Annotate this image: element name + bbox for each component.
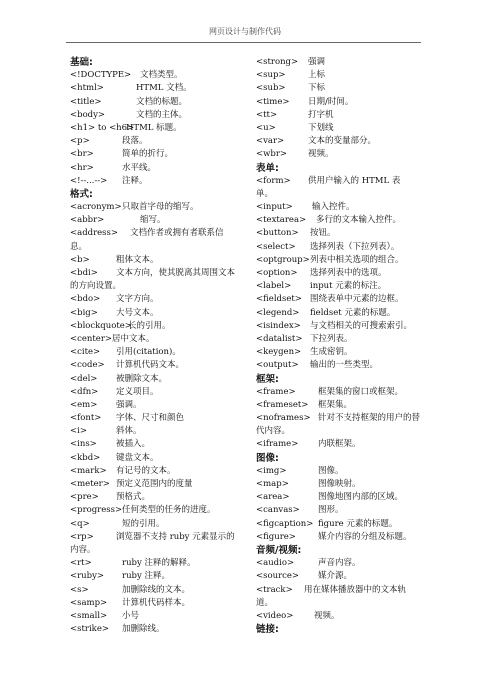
tag-description: 粗体文本。 [116,254,159,265]
tag-entry [256,412,436,425]
tag-entry [256,491,436,504]
tag-description: 内联框架。 [318,439,361,450]
tag-name: <mark> [70,465,107,476]
tag-name: <big> [70,307,98,318]
tag-name: <form> [256,175,291,186]
tag-entry [70,162,270,175]
tag-name: <label> [256,281,292,292]
tag-name: <p> [70,136,90,147]
section-heading: 格式: [70,188,93,200]
tag-name: <map> [256,479,289,489]
tag-entry [256,399,436,412]
tag-entry [256,333,436,346]
tag-name: <ruby> [70,571,105,582]
tag-entry [256,307,436,320]
tag-entry [256,359,436,372]
tag-description: 框架集。 [318,399,353,410]
tag-description: 列表中相关选项的组合。 [310,254,404,265]
tag-description: 围绕表单中元素的边框。 [310,294,404,305]
tag-description: 输入控件。 [312,202,355,213]
tag-name: <frame> [256,386,296,397]
tag-description: 键盘文本。 [116,452,159,463]
header-divider [66,42,421,43]
tag-entry [70,82,270,95]
tag-description: 段落。 [122,136,148,147]
tag-name: <area> [256,492,290,503]
tag-name: <sup> [256,70,286,81]
tag-description: 预定义范围内的度量 [116,479,193,489]
tag-entry [256,584,436,597]
tag-description: 供用户输入的 HTML 表 [308,175,401,186]
tag-description: 视频。 [314,610,340,621]
tag-name: <progress> [70,505,123,516]
tag-entry [256,280,436,293]
tag-entry [256,109,436,122]
tag-name: <font> [70,413,102,424]
tag-entry [256,267,436,280]
tag-entry [70,412,270,425]
tag-description: 缩写。 [140,215,166,226]
tag-name: <source> [256,571,300,582]
tag-description: 引用(citation)。 [116,347,181,358]
tag-entry [70,597,270,610]
tag-entry [256,214,436,227]
tag-name: <select> [256,241,296,252]
tag-description: 水平线。 [122,162,157,173]
tag-name: <isindex> [256,320,301,331]
tag-entry [70,504,270,517]
tag-description: HTML 标题。 [126,122,182,133]
tag-entry [70,148,270,161]
tag-entry [256,570,436,583]
tag-entry [256,96,436,109]
tag-description: 媒介内容的分组及标题。 [318,531,412,542]
tag-entry [256,227,436,240]
tag-entry [70,359,270,372]
tag-name: <textarea> [256,215,307,226]
tag-entry [70,201,270,214]
tag-description: HTML 文档。 [136,83,192,94]
tag-entry [70,438,270,451]
tag-entry [70,373,270,386]
tag-description: 框架集的窗口或框架。 [318,386,404,397]
tag-entry [70,175,270,188]
description-continuation: 内容。 [70,544,96,555]
tag-description: 字体、尺寸和颜色 [116,413,185,424]
tag-description: 图像。 [318,465,344,476]
tag-entry [256,504,436,517]
tag-name: <optgroup> [256,254,310,265]
tag-entry [70,386,270,399]
tag-name: <track> [256,584,293,595]
tag-name: <rp> [70,531,94,542]
tag-description: 选择列表中的选项。 [310,268,387,278]
tag-entry [256,175,436,188]
tag-entry [70,399,270,412]
tag-description: 被删除文本。 [116,373,168,384]
tag-name: <samp> [70,597,108,608]
tag-name: <iframe> [256,439,299,450]
tag-entry [70,518,270,531]
description-continuation: 的方向设置。 [70,281,122,292]
tag-entry [70,610,270,623]
tag-entry [70,491,270,504]
tag-entry [70,333,270,346]
tag-entry [70,570,270,583]
tag-entry [70,227,270,240]
tag-description: 上标 [308,70,326,81]
tag-name: <b> [70,254,90,265]
tag-name: <acronym> [70,202,122,213]
tag-name: <bdo> [70,294,101,305]
description-continuation: 代内容。 [256,426,291,437]
tag-name: <canvas> [256,505,300,516]
tag-description: 打字机 [308,109,334,120]
tag-description: 任何类型的任务的进度。 [122,505,216,516]
tag-entry [256,531,436,544]
tag-name: <time> [256,96,290,107]
right-column [256,56,436,636]
left-column [70,56,270,636]
section-heading: 表单: [256,162,279,174]
tag-description: input 元素的标注。 [310,281,387,292]
tag-name: <small> [70,610,108,621]
tag-entry [256,201,436,214]
tag-description: 图形。 [318,505,344,516]
tag-name: <strike> [70,624,109,635]
tag-name: <frameset> [256,399,309,410]
tag-description: figure 元素的标题。 [318,518,398,529]
tag-name: <input> [256,202,293,213]
tag-name: <cite> [70,347,101,358]
tag-name: <button> [256,228,299,239]
tag-name: <h1> to <h6> [70,122,135,133]
tag-entry [256,557,436,570]
tag-entry [70,307,270,320]
tag-entry [70,557,270,570]
tag-description: 计算机代码文本。 [116,360,185,371]
tag-entry [256,386,436,399]
tag-description: 加删除线。 [122,624,165,635]
tag-entry [256,135,436,148]
section-heading: 音频/视频: [256,544,302,556]
tag-description: 短的引用。 [122,518,165,529]
tag-entry [70,293,270,306]
tag-name: <abbr> [70,215,105,226]
tag-name: <output> [256,360,299,371]
tag-description: 下划线 [308,122,334,133]
tag-entry [70,584,270,597]
tag-name: <u> [256,122,276,133]
tag-description: 文档的标题。 [136,96,188,107]
tag-name: <ins> [70,439,97,450]
tag-description: 小号 [122,610,140,621]
tag-name: <!DOCTYPE> [70,70,132,81]
tag-description: 有记号的文本。 [116,465,176,476]
tag-entry [256,610,436,623]
tag-name: <q> [70,518,90,529]
tag-name: <i> [70,426,87,437]
tag-name: <keygen> [256,347,302,358]
tag-name: <center> [70,333,113,344]
tag-description: 定义项目。 [116,386,159,397]
tag-description: 预格式。 [116,492,151,503]
tag-name: <address> [70,228,119,239]
tag-entry [70,465,270,478]
tag-description: 浏览器不支持 ruby 元素显示的 [116,531,235,542]
tag-description: 媒介源。 [318,571,353,582]
tag-description: 输出的一些类型。 [310,360,379,371]
tag-description: ruby 注释的解释。 [122,558,196,569]
tag-entry [70,214,270,227]
tag-entry [256,254,436,267]
section-heading: 基础: [70,57,93,68]
tag-name: <body> [70,109,106,120]
tag-entry [256,56,436,69]
tag-name: <s> [70,584,89,595]
tag-name: <audio> [256,558,295,569]
tag-description: 被插入。 [116,439,151,450]
tag-entry [70,346,270,359]
tag-description: 文档类型。 [140,70,183,81]
tag-entry [256,122,436,135]
tag-name: <code> [70,360,105,371]
tag-entry [70,452,270,465]
tag-entry [256,82,436,95]
tag-description: ruby 注释。 [122,571,170,582]
tag-name: <bdi> [70,268,98,278]
tag-name: <video> [256,610,294,621]
tag-description: 多行的文本输入控件。 [316,215,402,226]
tag-name: <!--...--> [70,175,108,186]
description-continuation: 道。 [256,597,274,608]
tag-description: 文本方向，使其脱离其周围文本 [116,268,236,278]
tag-entry [256,346,436,359]
tag-name: <noframes> [256,413,311,424]
tag-description: 加删除线的文本。 [122,584,191,595]
tag-description: 计算机代码样本。 [122,597,191,608]
tag-name: <datalist> [256,333,303,344]
tag-entry [70,96,270,109]
tag-entry [70,135,270,148]
tag-description: 用在媒体播放器中的文本轨 [304,584,407,595]
tag-entry [256,438,436,451]
tag-name: <blockquote> [70,320,132,331]
tag-name: <del> [70,373,98,384]
tag-entry [70,478,270,491]
tag-name: <option> [256,268,298,278]
tag-entry [70,254,270,267]
tag-description: 简单的折行。 [122,149,174,160]
tag-name: <hr> [70,162,94,173]
tag-name: <wbr> [256,149,288,160]
tag-name: <strong> [256,57,299,67]
tag-entry [70,425,270,438]
tag-entry [256,320,436,333]
tag-entry [70,267,270,280]
tag-entry [256,293,436,306]
tag-description: 图像地图内部的区域。 [318,492,404,503]
tag-description: 声音内容。 [318,558,361,569]
tag-name: <var> [256,136,285,147]
tag-description: 文档作者或拥有者联系信 [130,228,224,239]
tag-name: <img> [256,465,287,476]
tag-entry [70,623,270,636]
description-continuation: 单。 [256,188,274,199]
section-heading: 链接: [256,624,279,636]
tag-description: 斜体。 [116,426,142,437]
tag-name: <br> [70,149,94,160]
description-continuation: 息。 [70,241,88,252]
tag-description: 长的引用。 [128,320,171,331]
tag-entry [256,69,436,82]
tag-name: <title> [70,96,102,107]
section-heading: 图像: [256,452,279,464]
tag-description: 针对不支持框架的用户的替 [318,413,421,424]
tag-description: 大号文本。 [116,307,159,318]
tag-entry [70,69,270,82]
tag-name: <legend> [256,307,300,318]
tag-description: 生成密钥。 [310,347,353,358]
tag-name: <tt> [256,109,278,120]
tag-description: 按钮。 [310,228,336,239]
tag-description: 只取首字母的缩写。 [122,202,199,213]
tag-description: 图像映射。 [318,479,361,489]
tag-description: 日期/时间。 [308,96,354,107]
tag-name: <meter> [70,479,110,489]
tag-entry [256,241,436,254]
tag-entry [256,148,436,161]
tag-entry [256,465,436,478]
tag-description: 注释。 [122,175,148,186]
tag-name: <html> [70,83,104,94]
tag-description: fieldset 元素的标题。 [310,307,396,318]
tag-description: 文本的变量部分。 [308,136,377,147]
section-heading: 框架: [256,373,279,385]
tag-description: 下拉列表。 [310,333,353,344]
tag-entry [70,122,270,135]
tag-name: <figure> [256,531,296,542]
tag-entry [70,320,270,333]
tag-entry [256,518,436,531]
tag-description: 居中文本。 [112,333,155,344]
tag-name: <kbd> [70,452,101,463]
tag-name: <rt> [70,558,92,569]
tag-description: 视频。 [308,149,334,160]
tag-description: 强调。 [116,399,142,410]
tag-description: 选择列表（下拉列表）。 [310,241,400,252]
tag-name: <fieldset> [256,294,302,305]
tag-entry [70,109,270,122]
tag-description: 文字方向。 [116,294,159,305]
tag-name: <sub> [256,83,286,94]
tag-name: <pre> [70,492,99,503]
tag-entry [70,531,270,544]
tag-description: 强调 [308,57,326,67]
tag-description: 下标 [308,83,326,94]
page-header-title: 网页设计与制作代码 [209,27,281,36]
tag-description: 文档的主体。 [136,109,188,120]
tag-description: 与文档相关的可搜索索引。 [310,320,413,331]
tag-name: <figcaption> [256,518,314,529]
tag-entry [256,478,436,491]
tag-name: <dfn> [70,386,99,397]
tag-name: <em> [70,399,98,410]
